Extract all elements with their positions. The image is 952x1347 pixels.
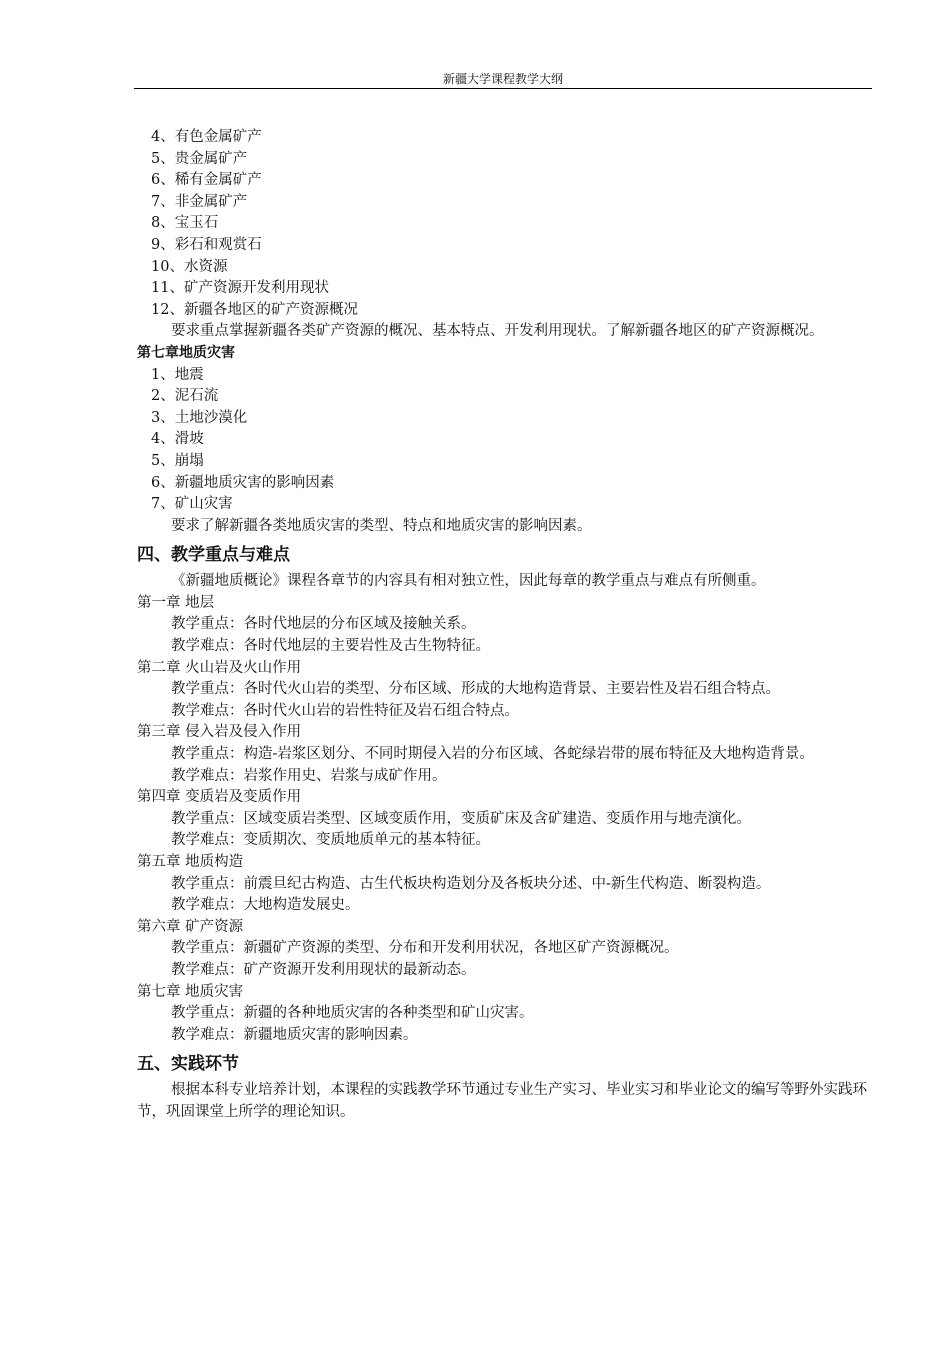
list-item: 6、稀有金属矿产 xyxy=(151,172,262,189)
list-item: 7、非金属矿产 xyxy=(151,193,248,210)
list-item: 4、有色金属矿产 xyxy=(151,129,262,145)
list-item: 5、崩塌 xyxy=(151,452,204,469)
chapter7-requirement: 要求了解新疆各类地质灾害的类型、特点和地质灾害的影响因素。 xyxy=(171,517,592,534)
chapter-block xyxy=(137,917,869,982)
teaching-difficulty: 教学难点：大地构造发展史。 xyxy=(171,897,360,914)
chapter-block xyxy=(137,593,869,658)
teaching-key: 教学重点：各时代地层的分布区域及接触关系。 xyxy=(171,616,476,633)
chapter-block xyxy=(137,852,869,917)
list-item: 10、水资源 xyxy=(151,258,228,275)
teaching-difficulty: 教学难点：各时代地层的主要岩性及古生物特征。 xyxy=(171,638,490,655)
list-item: 9、彩石和观赏石 xyxy=(151,236,262,253)
list-item: 4、滑坡 xyxy=(151,431,204,448)
chapter-block xyxy=(137,787,869,852)
teaching-key: 教学重点：构造-岩浆区划分、不同时期侵入岩的分布区域、各蛇绿岩带的展布特征及大地构造背景。 xyxy=(171,746,814,763)
header-divider xyxy=(134,88,872,89)
list-item: 2、泥石流 xyxy=(151,388,219,405)
chapter-block xyxy=(137,982,869,1047)
list-item: 12、新疆各地区的矿产资源概况 xyxy=(151,301,358,318)
chapter-title: 第四章 变质岩及变质作用 xyxy=(137,789,302,806)
chapter-title: 第五章 地质构造 xyxy=(137,854,244,870)
section4-intro: 《新疆地质概论》课程各章节的内容具有相对独立性，因此每章的教学重点与难点有所侧重。 xyxy=(171,573,766,590)
teaching-difficulty: 教学难点：矿产资源开发利用现状的最新动态。 xyxy=(171,961,476,978)
section5-body: 根据本科专业培养计划，本课程的实践教学环节通过专业生产实习、毕业实习和毕业论文的编写等野外实践环节，巩固课堂上所学的理论知识。 xyxy=(137,1082,867,1120)
section-heading: 五、实践环节 xyxy=(137,1054,239,1075)
teaching-difficulty: 教学难点：变质期次、变质地质单元的基本特征。 xyxy=(171,832,490,849)
teaching-difficulty: 教学难点：各时代火山岩的岩性特征及岩石组合特点。 xyxy=(171,702,519,719)
chapter7-title: 第七章地质灾害 xyxy=(137,344,235,361)
chapter-title: 第七章 地质灾害 xyxy=(137,983,244,1000)
list-item: 11、矿产资源开发利用现状 xyxy=(151,280,329,297)
list-item: 1、地震 xyxy=(151,366,204,383)
chapter-title: 第六章 矿产资源 xyxy=(137,918,244,935)
list-item: 8、宝玉石 xyxy=(151,215,219,232)
page-header: 新疆大学课程教学大纲 xyxy=(442,72,563,86)
section-heading: 四、教学重点与难点 xyxy=(137,545,290,566)
list-item: 5、贵金属矿产 xyxy=(151,150,248,167)
teaching-difficulty: 教学难点：新疆地质灾害的影响因素。 xyxy=(171,1026,418,1043)
teaching-key: 教学重点：前震旦纪古构造、古生代板块构造划分及各板块分述、中-新生代构造、断裂构造。 xyxy=(171,875,771,892)
mineral-requirement: 要求重点掌握新疆各类矿产资源的概况、基本特点、开发利用现状。了解新疆各地区的矿产资源概况。 xyxy=(171,323,824,340)
teaching-key: 教学重点：区域变质岩类型、区域变质作用，变质矿床及含矿建造、变质作用与地壳演化。 xyxy=(171,810,751,827)
teaching-key: 教学重点：新疆的各种地质灾害的各种类型和矿山灾害。 xyxy=(171,1005,534,1022)
teaching-difficulty: 教学难点：岩浆作用史、岩浆与成矿作用。 xyxy=(171,767,447,784)
list-item: 7、矿山灾害 xyxy=(151,496,233,513)
teaching-key: 教学重点：各时代火山岩的类型、分布区域、形成的大地构造背景、主要岩性及岩石组合特点。 xyxy=(171,681,780,698)
mineral-list xyxy=(137,127,869,321)
chapter7-list xyxy=(137,365,869,516)
list-item: 6、新疆地质灾害的影响因素 xyxy=(151,474,335,491)
chapter-block xyxy=(137,722,869,787)
chapter-title: 第三章 侵入岩及侵入作用 xyxy=(137,724,302,741)
teaching-key: 教学重点：新疆矿产资源的类型、分布和开发利用状况，各地区矿产资源概况。 xyxy=(171,940,679,957)
document-body xyxy=(137,127,869,1124)
chapter-title: 第二章 火山岩及火山作用 xyxy=(137,659,302,676)
list-item: 3、土地沙漠化 xyxy=(151,409,248,426)
chapter-block xyxy=(137,658,869,723)
chapter-title: 第一章 地层 xyxy=(137,594,215,611)
